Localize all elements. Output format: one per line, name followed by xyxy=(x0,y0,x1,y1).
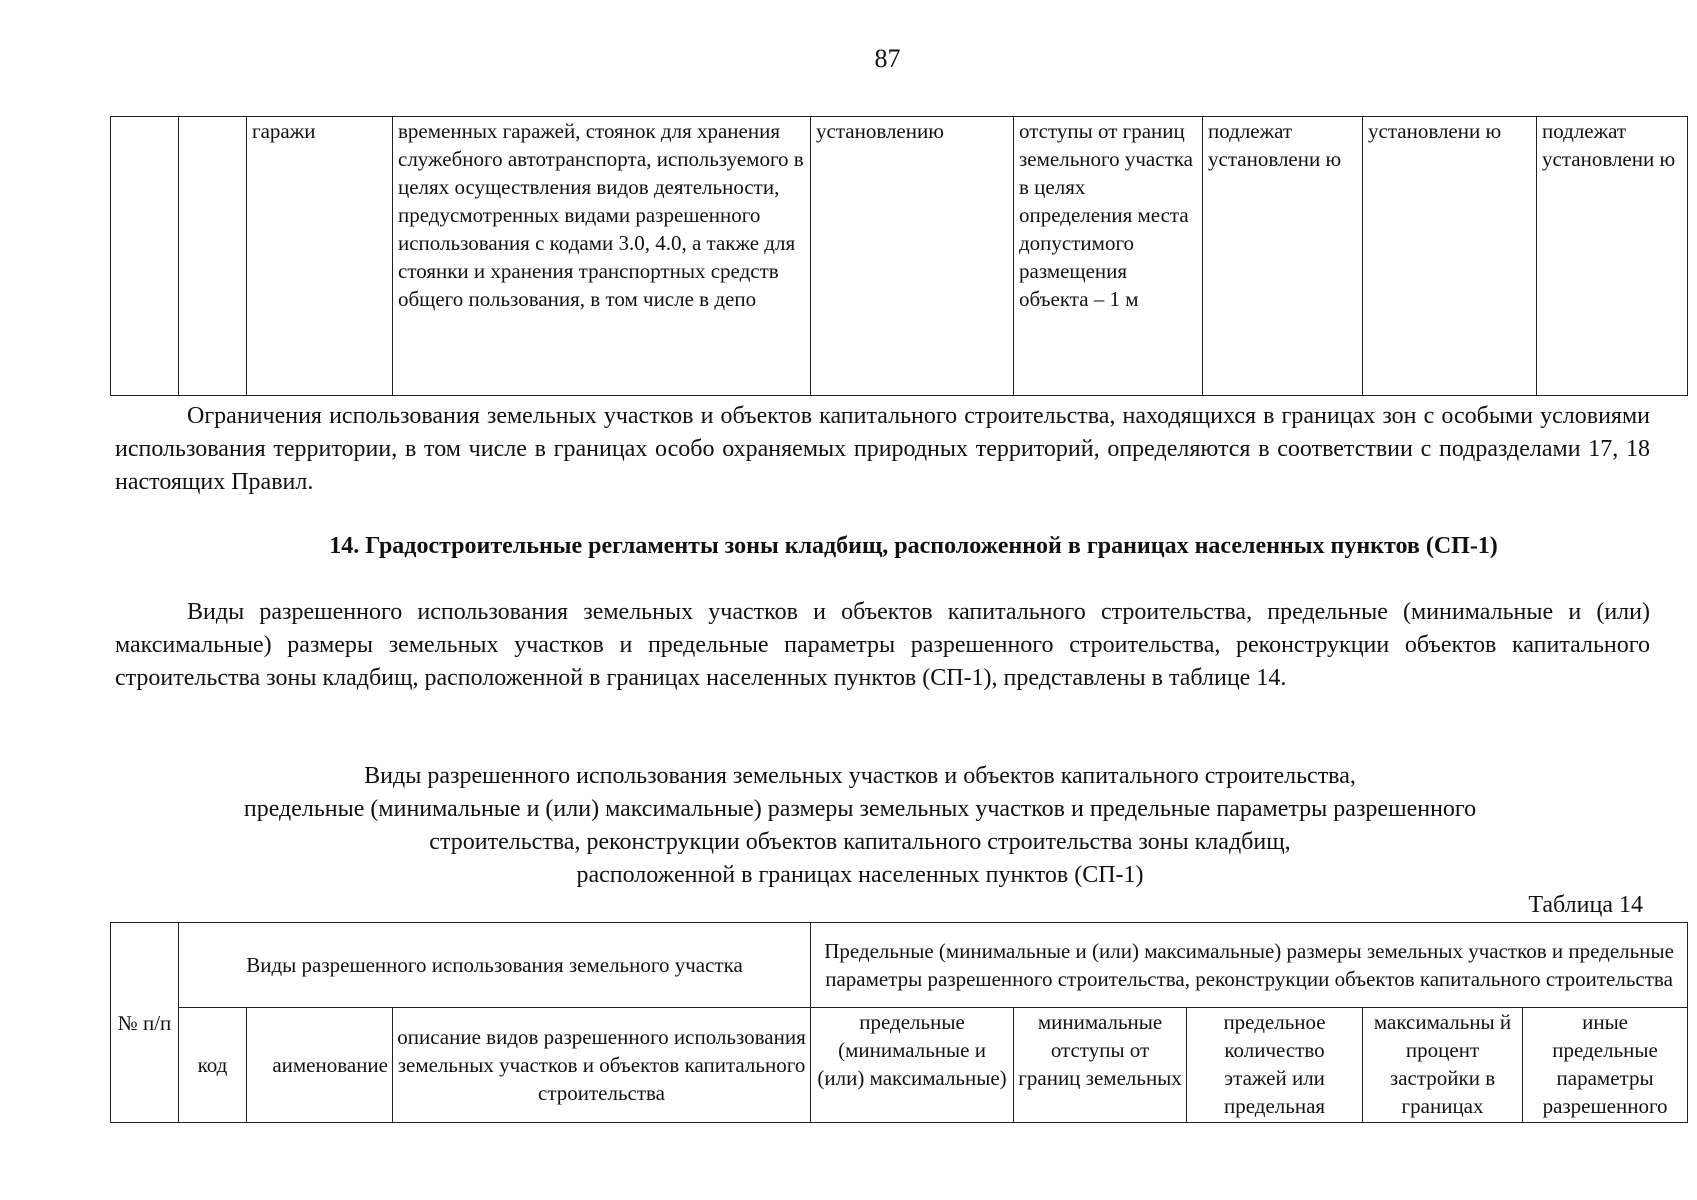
header-group-limits: Предельные (минимальные и (или) максимальные) размеры земельных участков и предельные параметры разрешенного строительства, реконструкции объектов капитального строительства xyxy=(811,923,1688,1008)
row-max-coverage-cell: установлени ю xyxy=(1363,117,1537,396)
table-caption xyxy=(60,760,1660,892)
table-caption-line: строительства, реконструкции объектов капитального строительства зоны кладбищ, xyxy=(429,829,1291,855)
table-row xyxy=(111,117,1688,396)
header-max-floors: предельное количество этажей или предельная xyxy=(1187,1008,1363,1123)
row-name-cell: гаражи xyxy=(247,117,393,396)
header-name: аименование xyxy=(247,1008,393,1123)
row-number-cell xyxy=(111,117,179,396)
header-plot-sizes: предельные (минимальные и (или) максимальные) xyxy=(811,1008,1014,1123)
row-min-setbacks-cell: отступы от границ земельного участка в целях определения места допустимого размещения объекта – 1 м xyxy=(1014,117,1203,396)
header-other-params: иные предельные параметры разрешенного xyxy=(1523,1008,1688,1123)
table-header-row xyxy=(111,923,1688,1008)
table-caption-line: предельные (минимальные и (или) максимальные) размеры земельных участков и предельные параметры разрешенного xyxy=(243,796,1477,822)
header-max-coverage: максимальны й процент застройки в границах xyxy=(1363,1008,1523,1123)
table-caption-line: Виды разрешенного использования земельных участков и объектов капитального строительства, xyxy=(364,763,1356,789)
table-14 xyxy=(110,922,1688,1123)
row-plot-sizes-cell: установлению xyxy=(811,117,1014,396)
page-number: 87 xyxy=(874,44,901,73)
header-min-setbacks: минимальные отступы от границ земельных xyxy=(1014,1008,1187,1123)
section-heading: 14. Градостроительные регламенты зоны кладбищ, расположенной в границах населенных пунктов (СП-1) xyxy=(329,533,1498,559)
header-code: код xyxy=(179,1008,247,1123)
continued-table xyxy=(110,116,1688,396)
intro-paragraph: Виды разрешенного использования земельных участков и объектов капитального строительства, предельные (минимальные и (или) максимальные) размеры земельных участков и предельные параметры разрешенного строительства, реконструкции объектов капитального строительства зоны кладбищ, расположенной в границах населенных пунктов (СП-1), представлены в таблице 14. xyxy=(115,599,1650,691)
row-other-params-cell: подлежат установлени ю xyxy=(1537,117,1688,396)
row-description-cell: временных гаражей, стоянок для хранения служебного автотранспорта, используемого в целях осуществления видов деятельности, предусмотренных видами разрешенного использования с кодами 3.0, 4.0, а также для стоянки и хранения транспортных средств общего пользования, в том числе в депо xyxy=(393,117,811,396)
table-label: Таблица 14 xyxy=(1528,892,1643,918)
row-code-cell xyxy=(179,117,247,396)
restrictions-paragraph: Ограничения использования земельных участков и объектов капитального строительства, находящихся в границах зон с особыми условиями использования территории, в том числе в границах особо охраняемых природных территорий, определяются в соответствии с подразделами 17, 18 настоящих Правил. xyxy=(115,403,1650,495)
row-max-floors-cell: подлежат установлени ю xyxy=(1203,117,1363,396)
table-caption-line: расположенной в границах населенных пунктов (СП-1) xyxy=(576,862,1144,888)
header-description: описание видов разрешенного использования земельных участков и объектов капитального строительства xyxy=(393,1008,811,1123)
header-group-use: Виды разрешенного использования земельного участка xyxy=(179,923,811,1008)
header-number: № п/п xyxy=(111,923,179,1123)
table-header-row xyxy=(111,1008,1688,1123)
